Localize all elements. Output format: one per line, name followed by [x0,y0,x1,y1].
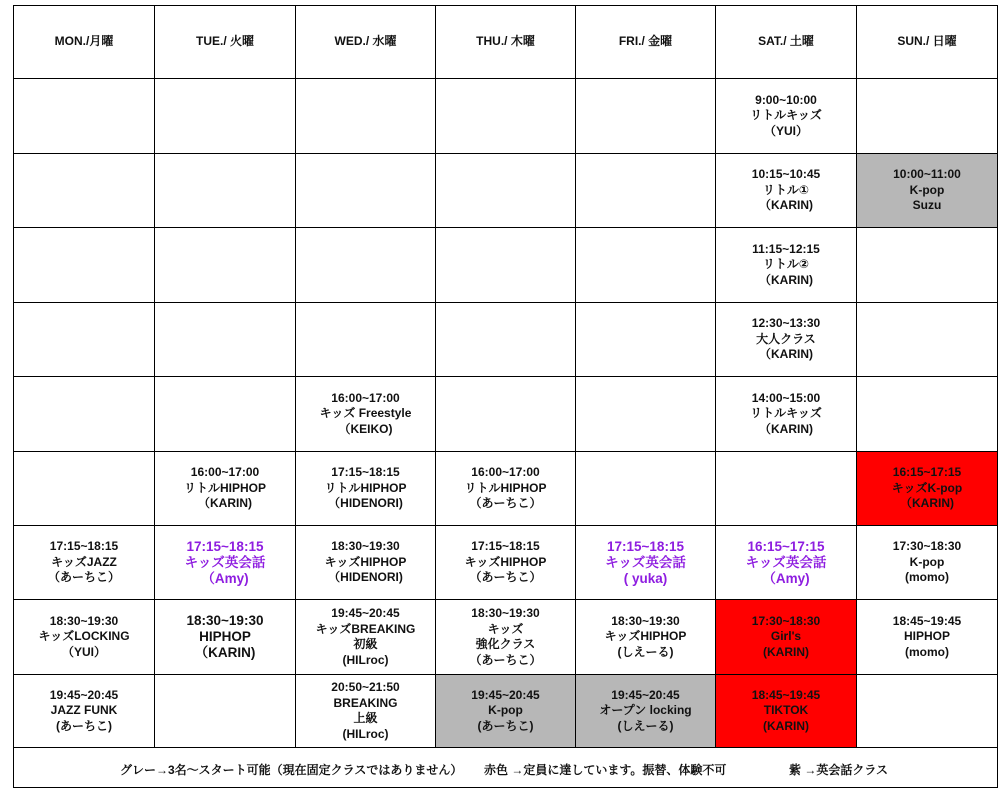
class-cell [716,79,857,154]
class-detail: K-pop [909,554,945,569]
empty-cell [13,228,155,303]
class-detail: （あーちこ） [47,570,120,585]
class-cell [716,154,857,228]
day-header [857,5,998,79]
class-time: 14:00~15:00 [751,390,821,405]
class-time: 19:45~20:45 [471,687,540,702]
class-time: 17:15~18:15 [186,538,264,554]
class-cell [13,526,155,600]
empty-cell [576,377,716,452]
class-time: 16:00~17:00 [190,465,260,480]
class-detail: キッズBREAKING [315,621,416,636]
legend-red: 赤色 →定員に達しています。振替、体験不可 [484,763,727,777]
class-detail: （あーちこ） [469,496,542,511]
class-detail: キッズK-pop [891,480,963,495]
class-detail: （KARIN) [194,645,256,660]
class-detail: K-pop [909,182,945,197]
empty-cell [155,675,296,748]
class-detail: TIKTOK [763,703,809,718]
class-detail: （KARIN) [900,496,954,511]
class-time: 17:15~18:15 [471,539,540,554]
class-detail: (momo) [905,644,949,659]
class-detail: （YUI） [61,644,106,659]
class-time: 16:00~17:00 [331,390,400,405]
class-cell [716,377,857,452]
empty-cell [857,79,998,154]
class-cell [857,600,998,675]
class-time: 10:00~11:00 [893,167,961,182]
class-time: 18:30~19:30 [471,606,540,620]
empty-cell [857,377,998,452]
empty-cell [13,377,155,452]
legend-gray: グレー→3名～スタート可能（現在固定クラスではありません） [120,763,463,777]
class-detail: リトルキッズ [750,108,822,123]
day-label: MON./月曜 [54,34,114,49]
empty-cell [155,228,296,303]
empty-cell [13,303,155,377]
empty-cell [576,79,716,154]
empty-cell [436,377,576,452]
class-detail: 初級 [353,637,378,651]
class-detail: （Amy) [762,570,810,586]
class-time: 18:30~19:30 [186,613,264,628]
class-detail: （KARIN) [759,198,813,213]
day-header [296,5,436,79]
class-time: 9:00~10:00 [755,92,817,107]
empty-cell [155,79,296,154]
class-detail: (あーちこ) [477,718,534,733]
class-detail: キッズ英会話 [745,554,827,570]
empty-cell [576,228,716,303]
class-detail: （KARIN) [759,272,813,287]
class-detail: キッズHIPHOP [464,554,547,569]
class-time: 18:45~19:45 [892,613,962,628]
class-detail: キッズLOCKING [38,629,130,644]
class-time: 18:45~19:45 [751,687,821,702]
class-detail: (しえーる) [617,644,674,659]
class-detail: （Amy) [201,570,249,586]
class-time: 17:15~18:15 [331,465,400,480]
class-detail: （YUI） [763,123,808,138]
class-cell [716,526,857,600]
day-label: FRI./ 金曜 [618,34,673,49]
class-detail: リトルHIPHOP [183,480,266,495]
class-time: 17:30~18:30 [892,539,962,554]
empty-cell [13,154,155,228]
class-detail: （KARIN) [198,496,252,511]
class-cell [857,154,998,228]
class-detail: Suzu [912,198,942,213]
class-detail: Girl's [770,629,802,644]
class-detail: キッズ Freestyle [319,406,412,421]
empty-cell [13,452,155,526]
class-time: 19:45~20:45 [331,606,400,620]
class-cell [436,675,576,748]
empty-cell [576,452,716,526]
class-detail: (momo) [905,570,949,585]
class-cell [296,526,436,600]
class-cell [155,600,296,675]
class-detail: キッズHIPHOP [604,629,687,644]
class-cell [716,303,857,377]
class-time: 17:15~18:15 [607,538,684,554]
class-cell [576,600,716,675]
class-cell [296,377,436,452]
class-detail: キッズJAZZ [51,554,117,569]
class-detail: (HILroc) [342,652,389,667]
empty-cell [576,154,716,228]
class-time: 12:30~13:30 [751,316,821,331]
class-detail: キッズ英会話 [184,554,266,570]
empty-cell [296,79,436,154]
class-detail: （あーちこ） [469,652,542,667]
day-header [155,5,296,79]
empty-cell [296,303,436,377]
day-header [13,5,155,79]
class-time: 16:15~17:15 [892,465,962,480]
class-cell [436,600,576,675]
legend-purple: 紫 →英会話クラス [789,763,888,777]
class-detail: （KARIN) [759,347,813,362]
class-detail: （あーちこ） [469,570,542,585]
class-cell [716,600,857,675]
class-detail: キッズHIPHOP [324,554,407,569]
empty-cell [155,377,296,452]
empty-cell [436,154,576,228]
empty-cell [296,154,436,228]
class-time: 18:30~19:30 [611,613,680,628]
class-cell [155,452,296,526]
day-header [576,5,716,79]
class-detail: キッズ [487,621,524,636]
class-cell [857,526,998,600]
class-time: 18:30~19:30 [331,539,400,554]
class-detail: キッズ英会話 [605,554,686,570]
class-detail: リトルHIPHOP [464,480,547,495]
class-detail: （HIDENORI) [328,570,403,585]
class-detail: (HILroc) [342,726,389,741]
class-cell [155,526,296,600]
empty-cell [436,79,576,154]
empty-cell [436,303,576,377]
class-cell [716,228,857,303]
empty-cell [576,303,716,377]
class-detail: (KARIN) [763,644,809,659]
empty-cell [155,303,296,377]
class-detail: JAZZ FUNK [50,703,118,718]
day-label: TUE./ 火曜 [195,34,254,49]
class-cell [576,675,716,748]
class-detail: リトル① [762,182,810,197]
day-label: WED./ 水曜 [334,34,397,49]
day-header [436,5,576,79]
class-time: 18:30~19:30 [49,613,119,628]
class-time: 19:45~20:45 [611,687,680,702]
class-cell [716,675,857,748]
class-time: 19:45~20:45 [49,687,119,702]
class-time: 11:15~12:15 [752,241,820,256]
class-time: 16:00~17:00 [471,465,540,480]
class-detail: K-pop [488,703,523,718]
empty-cell [857,228,998,303]
class-cell [576,526,716,600]
class-detail: リトルHIPHOP [324,480,407,495]
empty-cell [436,228,576,303]
empty-cell [13,79,155,154]
class-detail: リトル② [762,257,810,272]
class-detail: ( yuka) [623,570,668,586]
class-detail: （KARIN) [759,421,813,436]
class-cell [296,600,436,675]
class-detail: 大人クラス [756,331,816,346]
day-label: THU./ 木曜 [476,34,535,49]
class-detail: BREAKING [333,695,398,710]
class-time: 16:15~17:15 [747,538,825,554]
class-cell [296,452,436,526]
class-detail: リトルキッズ [750,406,822,421]
class-detail: 強化クラス [475,637,536,651]
empty-cell [296,228,436,303]
class-detail: 上級 [353,711,378,725]
legend [13,748,998,788]
day-label: SAT./ 土曜 [758,34,814,49]
class-cell [296,675,436,748]
class-cell [436,526,576,600]
class-time: 17:30~18:30 [751,613,821,628]
class-cell [13,675,155,748]
class-detail: (KARIN) [763,718,809,733]
class-detail: （HIDENORI) [328,496,403,511]
empty-cell [857,675,998,748]
class-detail: (しえーる) [617,718,674,733]
class-time: 10:15~10:45 [751,167,821,182]
day-label: SUN./ 日曜 [897,34,957,49]
class-cell [436,452,576,526]
class-time: 20:50~21:50 [331,680,400,694]
empty-cell [857,303,998,377]
class-detail: HIPHOP [903,629,950,644]
class-time: 17:15~18:15 [49,539,119,554]
empty-cell [155,154,296,228]
class-detail: HIPHOP [199,629,251,644]
empty-cell [716,452,857,526]
class-detail: オープン locking [599,703,692,718]
class-detail: (あーちこ) [56,718,112,733]
day-header [716,5,857,79]
class-cell [13,600,155,675]
class-detail: （KEIKO) [338,421,393,436]
class-cell [857,452,998,526]
